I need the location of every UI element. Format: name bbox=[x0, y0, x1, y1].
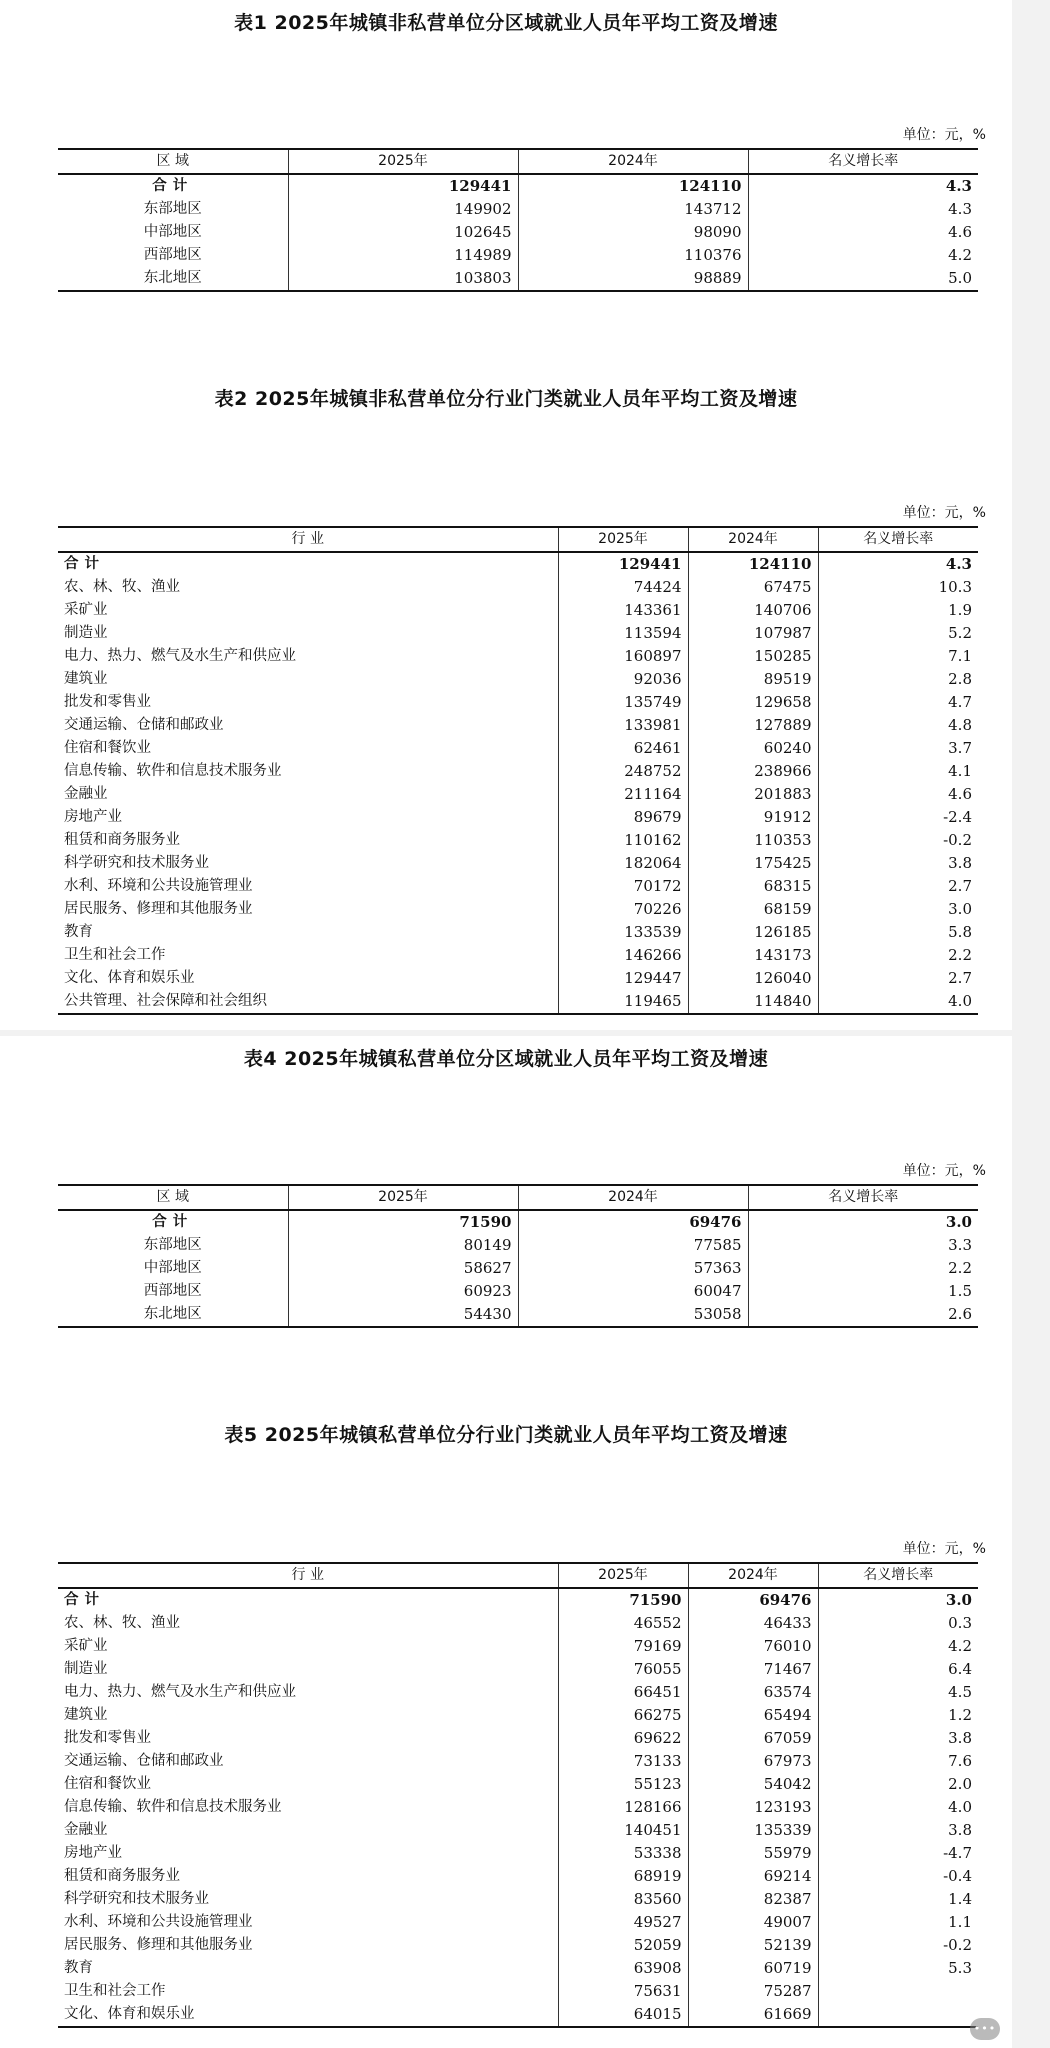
growth-rate-cell: 3.8 bbox=[818, 1819, 978, 1842]
growth-rate-cell: -0.2 bbox=[818, 1934, 978, 1957]
growth-rate-cell: 3.8 bbox=[818, 852, 978, 875]
value-2024-cell: 60240 bbox=[688, 737, 818, 760]
industry-cell: 居民服务、修理和其他服务业 bbox=[64, 901, 253, 917]
table-row bbox=[58, 691, 978, 714]
industry-cell: 采矿业 bbox=[64, 602, 108, 618]
value-2025-cell: 102645 bbox=[288, 221, 518, 244]
table-row bbox=[58, 1957, 978, 1980]
table-row bbox=[58, 1773, 978, 1796]
industry-cell: 建筑业 bbox=[64, 1707, 108, 1723]
value-2025-cell: 182064 bbox=[558, 852, 688, 875]
region-cell: 西部地区 bbox=[143, 247, 202, 263]
industry-cell: 卫生和社会工作 bbox=[64, 947, 166, 963]
total-row bbox=[58, 1588, 978, 1612]
value-2024-cell: 49007 bbox=[688, 1911, 818, 1934]
region-cell: 东部地区 bbox=[143, 1237, 202, 1253]
value-2025-cell: 89679 bbox=[558, 806, 688, 829]
growth-rate-cell bbox=[818, 2003, 978, 2027]
table-row bbox=[58, 599, 978, 622]
value-2025-cell: 248752 bbox=[558, 760, 688, 783]
value-2025-cell: 71590 bbox=[288, 1210, 518, 1234]
header-2024: 2024年 bbox=[688, 527, 818, 552]
growth-rate-cell: 1.5 bbox=[748, 1280, 978, 1303]
table-row bbox=[58, 1750, 978, 1773]
table5-unit: 单位：元，% bbox=[902, 1541, 986, 1557]
table-row bbox=[58, 1234, 978, 1257]
value-2025-cell: 160897 bbox=[558, 645, 688, 668]
value-2024-cell: 124110 bbox=[688, 552, 818, 576]
value-2025-cell: 129441 bbox=[558, 552, 688, 576]
total-row bbox=[58, 1210, 978, 1234]
value-2025-cell: 49527 bbox=[558, 1911, 688, 1934]
table-row bbox=[58, 1612, 978, 1635]
table-row bbox=[58, 967, 978, 990]
header-region: 区 域 bbox=[58, 149, 288, 174]
header-growth: 名义增长率 bbox=[818, 1563, 978, 1588]
industry-cell: 水利、环境和公共设施管理业 bbox=[64, 1914, 253, 1930]
table-row bbox=[58, 1911, 978, 1934]
table-row bbox=[58, 1303, 978, 1327]
industry-cell: 教育 bbox=[64, 1960, 93, 1976]
value-2025-cell: 143361 bbox=[558, 599, 688, 622]
growth-rate-cell: -2.4 bbox=[818, 806, 978, 829]
value-2024-cell: 46433 bbox=[688, 1612, 818, 1635]
table1-title: 表1 2025年城镇非私营单位分区域就业人员年平均工资及增速 bbox=[234, 12, 778, 34]
value-2024-cell: 71467 bbox=[688, 1658, 818, 1681]
table5-title: 表5 2025年城镇私营单位分行业门类就业人员年平均工资及增速 bbox=[224, 1424, 788, 1446]
value-2025-cell: 70226 bbox=[558, 898, 688, 921]
value-2024-cell: 98090 bbox=[518, 221, 748, 244]
growth-rate-cell: 3.0 bbox=[748, 1210, 978, 1234]
table5 bbox=[58, 1562, 978, 2028]
table-row bbox=[58, 1280, 978, 1303]
value-2024-cell: 98889 bbox=[518, 267, 748, 291]
header-2024: 2024年 bbox=[518, 1185, 748, 1210]
value-2025-cell: 129441 bbox=[288, 174, 518, 198]
header-2025: 2025年 bbox=[558, 527, 688, 552]
growth-rate-cell: 10.3 bbox=[818, 576, 978, 599]
value-2024-cell: 68315 bbox=[688, 875, 818, 898]
table-row bbox=[58, 852, 978, 875]
growth-rate-cell: 2.7 bbox=[818, 875, 978, 898]
value-2024-cell: 60047 bbox=[518, 1280, 748, 1303]
value-2024-cell: 135339 bbox=[688, 1819, 818, 1842]
industry-cell: 租赁和商务服务业 bbox=[64, 1868, 180, 1884]
table-row bbox=[58, 1796, 978, 1819]
total-row bbox=[58, 174, 978, 198]
value-2024-cell: 114840 bbox=[688, 990, 818, 1014]
table-row bbox=[58, 829, 978, 852]
growth-rate-cell: 6.4 bbox=[818, 1658, 978, 1681]
growth-rate-cell: -0.2 bbox=[818, 829, 978, 852]
value-2025-cell: 53338 bbox=[558, 1842, 688, 1865]
header-2025: 2025年 bbox=[288, 1185, 518, 1210]
value-2025-cell: 119465 bbox=[558, 990, 688, 1014]
growth-rate-cell: 4.6 bbox=[748, 221, 978, 244]
industry-cell: 电力、热力、燃气及水生产和供应业 bbox=[64, 1684, 296, 1700]
value-2024-cell: 69476 bbox=[518, 1210, 748, 1234]
value-2024-cell: 68159 bbox=[688, 898, 818, 921]
value-2025-cell: 146266 bbox=[558, 944, 688, 967]
value-2025-cell: 129447 bbox=[558, 967, 688, 990]
growth-rate-cell: 2.6 bbox=[748, 1303, 978, 1327]
table-row bbox=[58, 668, 978, 691]
table-row bbox=[58, 737, 978, 760]
region-cell: 东部地区 bbox=[143, 201, 202, 217]
value-2025-cell: 66451 bbox=[558, 1681, 688, 1704]
growth-rate-cell: 4.0 bbox=[818, 1796, 978, 1819]
industry-cell: 合计 bbox=[64, 1592, 105, 1608]
value-2024-cell: 126040 bbox=[688, 967, 818, 990]
industry-cell: 农、林、牧、渔业 bbox=[64, 1615, 180, 1631]
value-2024-cell: 89519 bbox=[688, 668, 818, 691]
value-2025-cell: 76055 bbox=[558, 1658, 688, 1681]
value-2024-cell: 67059 bbox=[688, 1727, 818, 1750]
table-header-row bbox=[58, 1185, 978, 1210]
industry-cell: 合计 bbox=[64, 556, 105, 572]
table-row bbox=[58, 1980, 978, 2003]
value-2025-cell: 74424 bbox=[558, 576, 688, 599]
table-row bbox=[58, 760, 978, 783]
value-2024-cell: 129658 bbox=[688, 691, 818, 714]
growth-rate-cell: 4.7 bbox=[818, 691, 978, 714]
growth-rate-cell bbox=[818, 1980, 978, 2003]
region-cell: 东北地区 bbox=[58, 1303, 288, 1327]
growth-rate-cell: 1.4 bbox=[818, 1888, 978, 1911]
value-2025-cell: 66275 bbox=[558, 1704, 688, 1727]
value-2025-cell: 149902 bbox=[288, 198, 518, 221]
industry-cell: 金融业 bbox=[64, 786, 108, 802]
value-2025-cell: 64015 bbox=[558, 2003, 688, 2027]
industry-cell: 制造业 bbox=[64, 625, 108, 641]
growth-rate-cell: 2.7 bbox=[818, 967, 978, 990]
value-2024-cell: 55979 bbox=[688, 1842, 818, 1865]
header-2025: 2025年 bbox=[558, 1563, 688, 1588]
value-2025-cell: 133539 bbox=[558, 921, 688, 944]
table4 bbox=[58, 1184, 978, 1328]
value-2025-cell: 62461 bbox=[558, 737, 688, 760]
value-2025-cell: 55123 bbox=[558, 1773, 688, 1796]
industry-cell: 制造业 bbox=[64, 1661, 108, 1677]
table-row bbox=[58, 622, 978, 645]
growth-rate-cell: -4.7 bbox=[818, 1842, 978, 1865]
table-row bbox=[58, 990, 978, 1014]
value-2025-cell: 140451 bbox=[558, 1819, 688, 1842]
growth-rate-cell: 4.6 bbox=[818, 783, 978, 806]
value-2024-cell: 123193 bbox=[688, 1796, 818, 1819]
value-2024-cell: 67973 bbox=[688, 1750, 818, 1773]
growth-rate-cell: 4.2 bbox=[818, 1635, 978, 1658]
table-header-row bbox=[58, 149, 978, 174]
growth-rate-cell: 5.0 bbox=[748, 267, 978, 291]
value-2024-cell: 127889 bbox=[688, 714, 818, 737]
growth-rate-cell: 5.2 bbox=[818, 622, 978, 645]
industry-cell: 居民服务、修理和其他服务业 bbox=[64, 1937, 253, 1953]
growth-rate-cell: 3.7 bbox=[818, 737, 978, 760]
value-2025-cell: 68919 bbox=[558, 1865, 688, 1888]
table-row bbox=[58, 198, 978, 221]
value-2025-cell: 73133 bbox=[558, 1750, 688, 1773]
growth-rate-cell: 2.8 bbox=[818, 668, 978, 691]
value-2024-cell: 65494 bbox=[688, 1704, 818, 1727]
value-2024-cell: 175425 bbox=[688, 852, 818, 875]
table-row bbox=[58, 875, 978, 898]
industry-cell: 科学研究和技术服务业 bbox=[64, 1891, 209, 1907]
growth-rate-cell: 4.3 bbox=[748, 174, 978, 198]
industry-cell: 水利、环境和公共设施管理业 bbox=[64, 878, 253, 894]
table2 bbox=[58, 526, 978, 1015]
total-row bbox=[58, 552, 978, 576]
growth-rate-cell: 0.3 bbox=[818, 1612, 978, 1635]
industry-cell: 房地产业 bbox=[64, 809, 122, 825]
table-row bbox=[58, 576, 978, 599]
table-row bbox=[58, 1681, 978, 1704]
value-2024-cell: 238966 bbox=[688, 760, 818, 783]
table-row bbox=[58, 806, 978, 829]
industry-cell: 金融业 bbox=[64, 1822, 108, 1838]
region-cell: 中部地区 bbox=[143, 224, 202, 240]
table-row bbox=[58, 1934, 978, 1957]
header-industry: 行 业 bbox=[58, 1563, 558, 1588]
value-2024-cell: 110353 bbox=[688, 829, 818, 852]
region-cell: 中部地区 bbox=[143, 1260, 202, 1276]
growth-rate-cell: 7.1 bbox=[818, 645, 978, 668]
table1 bbox=[58, 148, 978, 292]
industry-cell: 电力、热力、燃气及水生产和供应业 bbox=[64, 648, 296, 664]
value-2025-cell: 58627 bbox=[288, 1257, 518, 1280]
value-2024-cell: 63574 bbox=[688, 1681, 818, 1704]
value-2025-cell: 211164 bbox=[558, 783, 688, 806]
table-row bbox=[58, 221, 978, 244]
value-2025-cell: 135749 bbox=[558, 691, 688, 714]
value-2024-cell: 143712 bbox=[518, 198, 748, 221]
value-2024-cell: 140706 bbox=[688, 599, 818, 622]
table-row bbox=[58, 921, 978, 944]
value-2025-cell: 54430 bbox=[288, 1303, 518, 1327]
growth-rate-cell: 3.0 bbox=[818, 1588, 978, 1612]
industry-cell: 信息传输、软件和信息技术服务业 bbox=[64, 1799, 282, 1815]
industry-cell: 公共管理、社会保障和社会组织 bbox=[58, 990, 558, 1014]
value-2024-cell: 60719 bbox=[688, 1957, 818, 1980]
value-2025-cell: 46552 bbox=[558, 1612, 688, 1635]
value-2024-cell: 69214 bbox=[688, 1865, 818, 1888]
value-2025-cell: 114989 bbox=[288, 244, 518, 267]
value-2025-cell: 75631 bbox=[558, 1980, 688, 2003]
value-2025-cell: 103803 bbox=[288, 267, 518, 291]
table-header-row bbox=[58, 1563, 978, 1588]
growth-rate-cell: 2.0 bbox=[818, 1773, 978, 1796]
value-2024-cell: 110376 bbox=[518, 244, 748, 267]
value-2024-cell: 107987 bbox=[688, 622, 818, 645]
industry-cell: 建筑业 bbox=[64, 671, 108, 687]
industry-cell: 农、林、牧、渔业 bbox=[64, 579, 180, 595]
growth-rate-cell: 4.8 bbox=[818, 714, 978, 737]
growth-rate-cell: -0.4 bbox=[818, 1865, 978, 1888]
panel-private bbox=[0, 1036, 1012, 2048]
table4-unit: 单位：元，% bbox=[902, 1163, 986, 1179]
industry-cell: 住宿和餐饮业 bbox=[64, 1776, 151, 1792]
header-2024: 2024年 bbox=[688, 1563, 818, 1588]
table-row bbox=[58, 783, 978, 806]
value-2024-cell: 76010 bbox=[688, 1635, 818, 1658]
value-2025-cell: 79169 bbox=[558, 1635, 688, 1658]
growth-rate-cell: 1.9 bbox=[818, 599, 978, 622]
value-2024-cell: 57363 bbox=[518, 1257, 748, 1280]
value-2024-cell: 77585 bbox=[518, 1234, 748, 1257]
industry-cell: 批发和零售业 bbox=[64, 1730, 151, 1746]
growth-rate-cell: 2.2 bbox=[818, 944, 978, 967]
value-2024-cell: 201883 bbox=[688, 783, 818, 806]
table-row bbox=[58, 898, 978, 921]
industry-cell: 文化、体育和娱乐业 bbox=[64, 970, 195, 986]
value-2025-cell: 80149 bbox=[288, 1234, 518, 1257]
growth-rate-cell: 5.3 bbox=[818, 1957, 978, 1980]
industry-cell: 教育 bbox=[64, 924, 93, 940]
growth-rate-cell: 4.5 bbox=[818, 1681, 978, 1704]
region-cell: 合计 bbox=[152, 1214, 194, 1230]
growth-rate-cell: 2.2 bbox=[748, 1257, 978, 1280]
table-row bbox=[58, 1658, 978, 1681]
header-industry: 行 业 bbox=[58, 527, 558, 552]
value-2025-cell: 113594 bbox=[558, 622, 688, 645]
growth-rate-cell: 4.0 bbox=[818, 990, 978, 1014]
table-row bbox=[58, 1635, 978, 1658]
industry-cell: 文化、体育和娱乐业 bbox=[58, 2003, 558, 2027]
region-cell: 合计 bbox=[152, 178, 194, 194]
region-cell: 西部地区 bbox=[143, 1283, 202, 1299]
table4-title: 表4 2025年城镇私营单位分区域就业人员年平均工资及增速 bbox=[243, 1048, 769, 1070]
growth-rate-cell: 1.1 bbox=[818, 1911, 978, 1934]
value-2024-cell: 126185 bbox=[688, 921, 818, 944]
industry-cell: 科学研究和技术服务业 bbox=[64, 855, 209, 871]
industry-cell: 房地产业 bbox=[64, 1845, 122, 1861]
table-row bbox=[58, 1865, 978, 1888]
table2-unit: 单位：元，% bbox=[902, 505, 986, 521]
value-2024-cell: 52139 bbox=[688, 1934, 818, 1957]
value-2025-cell: 110162 bbox=[558, 829, 688, 852]
table2-title: 表2 2025年城镇非私营单位分行业门类就业人员年平均工资及增速 bbox=[214, 388, 798, 410]
industry-cell: 租赁和商务服务业 bbox=[64, 832, 180, 848]
table-header-row bbox=[58, 527, 978, 552]
growth-rate-cell: 3.8 bbox=[818, 1727, 978, 1750]
header-2025: 2025年 bbox=[288, 149, 518, 174]
region-cell: 东北地区 bbox=[58, 267, 288, 291]
header-growth: 名义增长率 bbox=[748, 149, 978, 174]
industry-cell: 批发和零售业 bbox=[64, 694, 151, 710]
value-2024-cell: 54042 bbox=[688, 1773, 818, 1796]
industry-cell: 采矿业 bbox=[64, 1638, 108, 1654]
table-row bbox=[58, 944, 978, 967]
table-row bbox=[58, 244, 978, 267]
growth-rate-cell: 1.2 bbox=[818, 1704, 978, 1727]
growth-rate-cell: 4.3 bbox=[748, 198, 978, 221]
value-2024-cell: 91912 bbox=[688, 806, 818, 829]
value-2024-cell: 150285 bbox=[688, 645, 818, 668]
industry-cell: 卫生和社会工作 bbox=[64, 1983, 166, 1999]
growth-rate-cell: 4.2 bbox=[748, 244, 978, 267]
table-row bbox=[58, 714, 978, 737]
growth-rate-cell: 7.6 bbox=[818, 1750, 978, 1773]
industry-cell: 交通运输、仓储和邮政业 bbox=[64, 1753, 224, 1769]
growth-rate-cell: 5.8 bbox=[818, 921, 978, 944]
value-2024-cell: 124110 bbox=[518, 174, 748, 198]
table-row bbox=[58, 1257, 978, 1280]
value-2025-cell: 52059 bbox=[558, 1934, 688, 1957]
table-row bbox=[58, 1842, 978, 1865]
table-row bbox=[58, 1727, 978, 1750]
panel-nonprivate bbox=[0, 0, 1012, 1030]
table-row bbox=[58, 645, 978, 668]
industry-cell: 信息传输、软件和信息技术服务业 bbox=[64, 763, 282, 779]
value-2025-cell: 63908 bbox=[558, 1957, 688, 1980]
value-2025-cell: 60923 bbox=[288, 1280, 518, 1303]
header-2024: 2024年 bbox=[518, 149, 748, 174]
industry-cell: 住宿和餐饮业 bbox=[64, 740, 151, 756]
growth-rate-cell: 3.3 bbox=[748, 1234, 978, 1257]
table-row bbox=[58, 267, 978, 291]
value-2024-cell: 67475 bbox=[688, 576, 818, 599]
value-2025-cell: 69622 bbox=[558, 1727, 688, 1750]
value-2025-cell: 133981 bbox=[558, 714, 688, 737]
header-growth: 名义增长率 bbox=[748, 1185, 978, 1210]
table-row bbox=[58, 2003, 978, 2027]
value-2025-cell: 70172 bbox=[558, 875, 688, 898]
close-icon[interactable]: ••• bbox=[970, 2018, 1000, 2040]
table-row bbox=[58, 1888, 978, 1911]
table1-unit: 单位：元，% bbox=[902, 127, 986, 143]
growth-rate-cell: 4.3 bbox=[818, 552, 978, 576]
value-2025-cell: 128166 bbox=[558, 1796, 688, 1819]
table-row bbox=[58, 1819, 978, 1842]
table-row bbox=[58, 1704, 978, 1727]
value-2024-cell: 69476 bbox=[688, 1588, 818, 1612]
value-2025-cell: 83560 bbox=[558, 1888, 688, 1911]
value-2024-cell: 53058 bbox=[518, 1303, 748, 1327]
growth-rate-cell: 4.1 bbox=[818, 760, 978, 783]
header-region: 区 域 bbox=[58, 1185, 288, 1210]
value-2025-cell: 71590 bbox=[558, 1588, 688, 1612]
header-growth: 名义增长率 bbox=[818, 527, 978, 552]
value-2024-cell: 61669 bbox=[688, 2003, 818, 2027]
value-2024-cell: 143173 bbox=[688, 944, 818, 967]
value-2024-cell: 82387 bbox=[688, 1888, 818, 1911]
value-2024-cell: 75287 bbox=[688, 1980, 818, 2003]
growth-rate-cell: 3.0 bbox=[818, 898, 978, 921]
value-2025-cell: 92036 bbox=[558, 668, 688, 691]
industry-cell: 交通运输、仓储和邮政业 bbox=[64, 717, 224, 733]
